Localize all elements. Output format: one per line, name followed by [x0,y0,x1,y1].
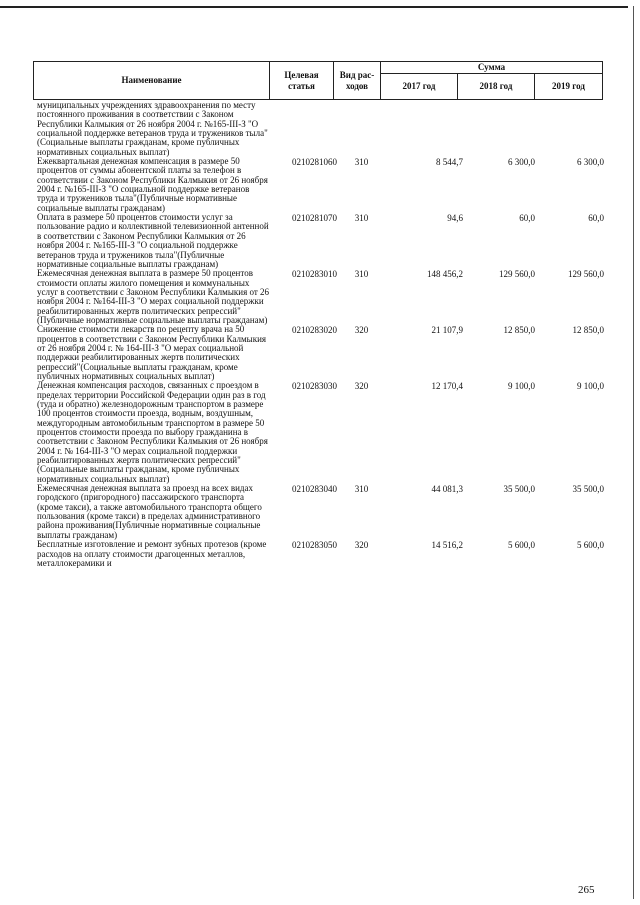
header-2017: 2017 год [381,74,458,100]
header-sum: Сумма [381,62,603,74]
row-vid: 320 [354,381,369,392]
header-code: Целевая статья [270,62,334,100]
row-2018: 12 850,0 [503,325,535,336]
row-2019: 35 500,0 [572,484,604,495]
row-2019: 9 100,0 [577,381,604,392]
row-name: Оплата в размере 50 процентов стоимости услуг за пользование радио и коллективной телевизионной антенной в соответствии с Законом Республики Калмыкия от 26 ноября 2004 г. №165-III-З "О социальной поддержке ветеранов труда и тружеников тыла"(Публичные нормативные социальные выплаты гражданам) [37,212,269,269]
table-row [37,325,603,381]
header-name: Наименование [34,62,270,100]
row-name: Ежемесячная денежная выплата за проезд на всех видах городского (пригородного) пассажирского транспорта (кроме такси), а также автомобильного транспорта общего пользования (кроме такси) в пределах административного района проживания(Публичные нормативные социальные выплаты гражданам) [37,483,262,540]
row-vid: 320 [354,540,369,551]
row-name: Ежемесячная денежная выплата в размере 50 процентов стоимости оплаты жилого помещения и коммунальных услуг в соответствии с Законом Республики Калмыкия от 26 ноября 2004 г. №164-III-З "О мерах социальной поддержки реабилитированных жертв политических репрессий"(Публичные нормативные социальные выплаты гражданам) [37,268,270,325]
row-2018: 35 500,0 [503,484,535,495]
table-row [37,484,603,540]
table-row [37,157,603,213]
row-2018: 9 100,0 [508,381,535,392]
row-2018: 5 600,0 [508,540,535,551]
row-2019: 12 850,0 [572,325,604,336]
row-2018: 6 300,0 [508,157,535,168]
row-name: Ежеквартальная денежная компенсация в размере 50 процентов от суммы абонентской платы за телефон в соответствии с Законом Республики Калмыкия от 26 ноября 2004 г. №165-III-З "О социальной поддержке ветеранов труда и тружеников тыла"(Публичные нормативные социальные выплаты гражданам) [37,156,268,213]
table-row [37,540,603,568]
row-vid: 310 [354,157,369,168]
table-body [37,101,603,568]
table-row [37,381,603,484]
table-row [37,213,603,269]
row-code: 0210283030 [292,381,337,392]
row-2017: 8 544,7 [436,157,463,168]
row-code: 0210283010 [292,269,337,280]
row-2018 [463,101,535,102]
header-2018: 2018 год [458,74,535,100]
row-2018: 129 560,0 [499,269,535,280]
row-2017: 12 170,4 [431,381,463,392]
page-right-edge [633,6,634,899]
row-2017: 94,6 [447,213,463,224]
row-vid: 310 [354,269,369,280]
row-vid: 320 [354,325,369,336]
row-name: Снижение стоимости лекарств по рецепту врача на 50 процентов в соответствии с Законом Республики Калмыкия от 26 ноября 2004 г. № 164-III-З "О мерах социальной поддержки реабилитированных жертв политических репрессий"(Социальные выплаты гражданам, кроме публичных нормативных социальных выплат) [37,324,267,381]
page-number: 265 [578,884,595,896]
row-code: 0210283040 [292,484,337,495]
row-2017: 44 081,3 [431,484,463,495]
header-2019: 2019 год [535,74,603,100]
row-name: муниципальных учреждениях здравоохранения по месту постоянного проживания в соответствии с Законом Республики Калмыкия от 26 ноября 2004 г. №165-III-З "О социальной поддержке ветеранов труда и тружеников тыла"(Социальные выплаты гражданам, кроме публичных нормативных социальных выплат) [37,100,268,157]
row-2017: 148 456,2 [427,269,463,280]
row-code: 0210281060 [292,157,337,168]
row-2017 [386,101,463,102]
row-code: 0210283020 [292,325,337,336]
row-2019: 60,0 [588,213,604,224]
row-2019: 5 600,0 [577,540,604,551]
row-vid: 310 [354,484,369,495]
row-vid [337,101,386,102]
page-top-rule [0,6,628,8]
row-2019 [535,101,604,102]
row-code: 0210283050 [292,540,337,551]
table-row [37,269,603,325]
row-2019: 6 300,0 [577,157,604,168]
header-vid: Вид рас-ходов [334,62,381,100]
row-code: 0210281070 [292,213,337,224]
row-name: Бесплатные изготовление и ремонт зубных протезов (кроме расходов на оплату стоимости драгоценных металлов, металлокерамики и [37,539,267,568]
row-2019: 129 560,0 [568,269,604,280]
row-2017: 21 107,9 [431,325,463,336]
row-code [270,101,337,102]
row-2017: 14 516,2 [431,540,463,551]
row-2018: 60,0 [519,213,535,224]
row-name: Денежная компенсация расходов, связанных с проездом в пределах территории Российской Федерации один раз в год (туда и обратно) железнодорожным транспортом в размере 100 процентов стоимости проезда, водным, воздушным, междугородным автомобильным транспортом в размере 50 процентов стоимости проезда по выбору гражданина в соответствии с Законом Республики Калмыкия от 26 ноября 2004 г. № 164-III-З "О мерах социальной поддержки реабилитированных жертв политических репрессий"(Социальные выплаты гражданам, кроме публичных нормативных социальных выплат) [37,380,268,484]
table-row [37,101,603,157]
table-header [33,61,603,100]
row-vid: 310 [354,213,369,224]
